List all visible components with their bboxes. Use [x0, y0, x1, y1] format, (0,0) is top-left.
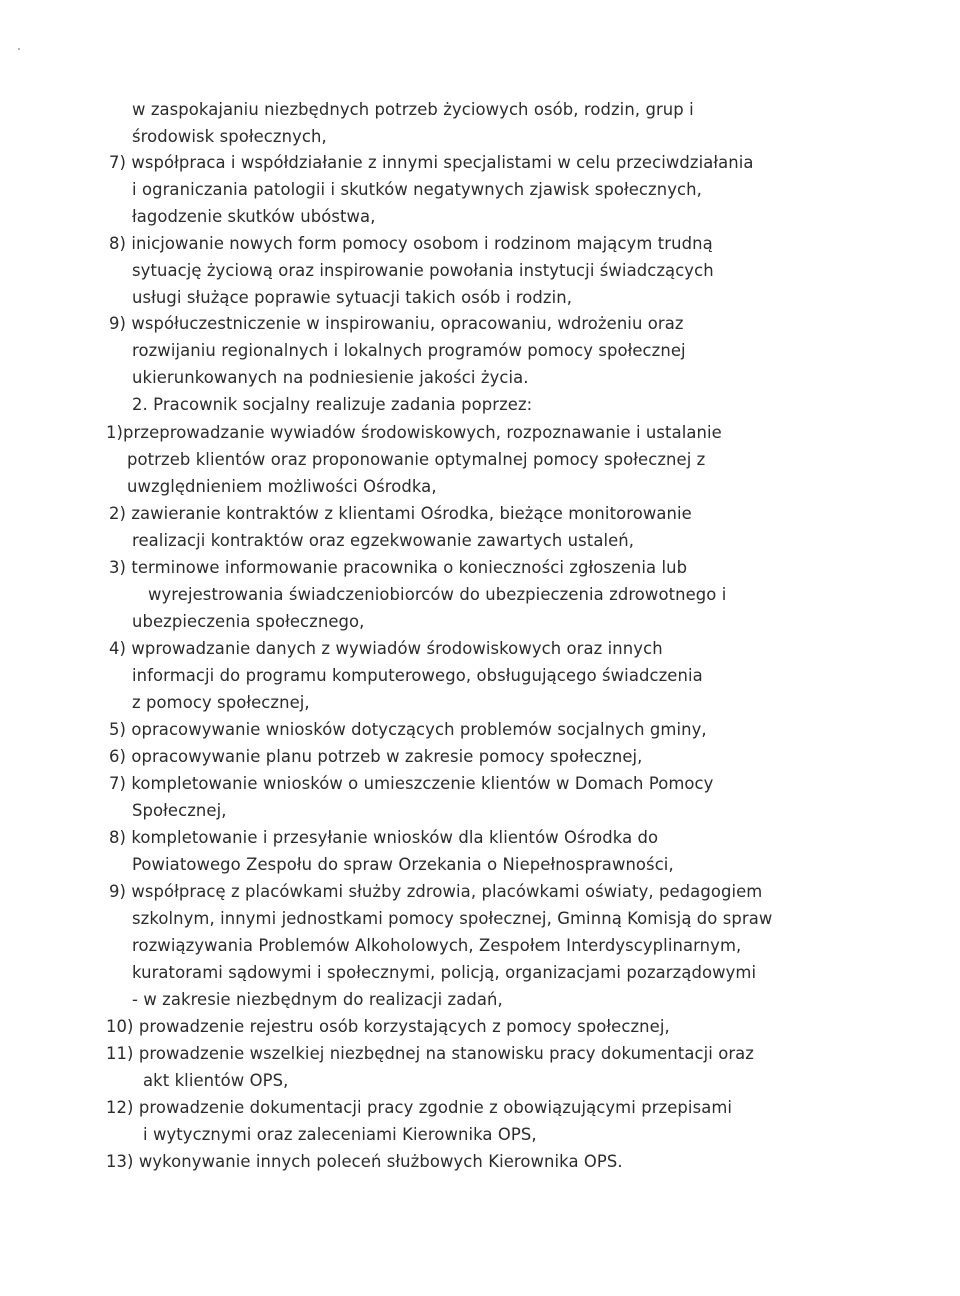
text-line: usługi służące poprawie sytuacji takich osób i rodzin, — [132, 288, 573, 307]
text-line: ukierunkowanych na podniesienie jakości życia. — [132, 368, 529, 387]
text-line: uwzględnieniem możliwości Ośrodka, — [127, 477, 437, 496]
text-line: 9) współpracę z placówkami służby zdrowia, placówkami oświaty, pedagogiem — [109, 882, 763, 901]
text-line: ubezpieczenia społecznego, — [132, 612, 365, 631]
text-line: akt klientów OPS, — [143, 1071, 289, 1090]
text-line: Społecznej, — [132, 801, 227, 820]
text-line: w zaspokajaniu niezbędnych potrzeb życiowych osób, rodzin, grup i — [132, 100, 694, 119]
text-line: i wytycznymi oraz zaleceniami Kierownika OPS, — [143, 1125, 537, 1144]
text-line: 2) zawieranie kontraktów z klientami Ośrodka, bieżące monitorowanie — [109, 504, 692, 523]
text-line: realizacji kontraktów oraz egzekwowanie zawartych ustaleń, — [132, 531, 635, 550]
text-line: wyrejestrowania świadczeniobiorców do ubezpieczenia zdrowotnego i — [148, 585, 727, 604]
text-line: 7) współpraca i współdziałanie z innymi specjalistami w celu przeciwdziałania — [109, 153, 754, 172]
text-line: 12) prowadzenie dokumentacji pracy zgodnie z obowiązującymi przepisami — [106, 1098, 733, 1117]
text-line: 3) terminowe informowanie pracownika o konieczności zgłoszenia lub — [109, 558, 688, 577]
text-line: 5) opracowywanie wniosków dotyczących problemów socjalnych gminy, — [109, 720, 707, 739]
text-line: 8) kompletowanie i przesyłanie wniosków dla klientów Ośrodka do — [109, 828, 659, 847]
scan-speck — [18, 48, 20, 50]
text-line: sytuację życiową oraz inspirowanie powołania instytucji świadczących — [132, 261, 714, 280]
text-line: szkolnym, innymi jednostkami pomocy społecznej, Gminną Komisją do spraw — [132, 909, 773, 928]
text-line: potrzeb klientów oraz proponowanie optymalnej pomocy społecznej z — [127, 450, 706, 469]
text-line: 6) opracowywanie planu potrzeb w zakresie pomocy społecznej, — [109, 747, 643, 766]
text-line: 13) wykonywanie innych poleceń służbowych Kierownika OPS. — [106, 1152, 623, 1171]
text-line: 9) współuczestniczenie w inspirowaniu, opracowaniu, wdrożeniu oraz — [109, 314, 684, 333]
text-line: rozwijaniu regionalnych i lokalnych programów pomocy społecznej — [132, 341, 686, 360]
text-line: 2. Pracownik socjalny realizuje zadania poprzez: — [132, 395, 533, 414]
text-line: 10) prowadzenie rejestru osób korzystających z pomocy społecznej, — [106, 1017, 670, 1036]
text-line: 4) wprowadzanie danych z wywiadów środowiskowych oraz innych — [109, 639, 663, 658]
text-line: - w zakresie niezbędnym do realizacji zadań, — [132, 990, 503, 1009]
text-line: rozwiązywania Problemów Alkoholowych, Zespołem Interdyscyplinarnym, — [132, 936, 742, 955]
text-line: z pomocy społecznej, — [132, 693, 310, 712]
text-line: Powiatowego Zespołu do spraw Orzekania o Niepełnosprawności, — [132, 855, 674, 874]
text-line: informacji do programu komputerowego, obsługującego świadczenia — [132, 666, 703, 685]
text-line: środowisk społecznych, — [132, 127, 327, 146]
text-line: 8) inicjowanie nowych form pomocy osobom i rodzinom mającym trudną — [109, 234, 713, 253]
text-line: i ograniczania patologii i skutków negatywnych zjawisk społecznych, — [132, 180, 702, 199]
text-line: 7) kompletowanie wniosków o umieszczenie klientów w Domach Pomocy — [109, 774, 714, 793]
text-line: łagodzenie skutków ubóstwa, — [132, 207, 376, 226]
text-line: 11) prowadzenie wszelkiej niezbędnej na stanowisku pracy dokumentacji oraz — [106, 1044, 755, 1063]
text-line: kuratorami sądowymi i społecznymi, policją, organizacjami pozarządowymi — [132, 963, 757, 982]
text-line: 1)przeprowadzanie wywiadów środowiskowych, rozpoznawanie i ustalanie — [106, 423, 722, 442]
